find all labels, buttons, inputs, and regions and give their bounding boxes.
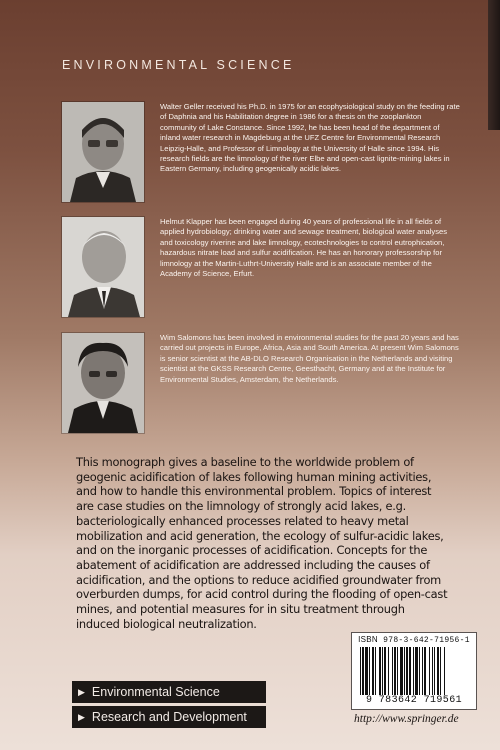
barcode-bar xyxy=(444,647,445,695)
tag-environmental-science xyxy=(72,681,266,703)
barcode-bar xyxy=(406,647,408,695)
barcode-bar xyxy=(362,647,364,695)
spine-edge xyxy=(488,0,500,130)
barcode-bar xyxy=(388,647,389,695)
barcode-bar xyxy=(409,647,411,695)
triangle-right-icon: ▶ xyxy=(78,711,85,722)
barcode-bar xyxy=(384,647,386,695)
author-bio-1: Walter Geller received his Ph.D. in 1975 for an ecophysiological study on the feeding rate of Daphnia and his Habilitation degree in 1986 for a thesis on the zooplankton community of Lake Constance. Since 1992, he has been head of the department of inland water research in Magdeburg at the UFZ Centre for Environmental Research Leipzig-Halle, and Professor of Limnology at the University of Halle since 1994. His research fields are the limnology of the river Elbe and open-cast lignite-mining lakes in Eastern Germany, including geogenically acidic lakes. xyxy=(160,102,460,174)
isbn-label: ISBN xyxy=(358,635,379,644)
barcode-bar xyxy=(419,647,420,695)
barcode-bar xyxy=(360,647,361,695)
book-summary: This monograph gives a baseline to the worldwide problem of geogenic acidification of lakes following human mining activities, and how to handle this environmental problem. Topics of interest are case studies on the limnology of strongly acid lakes, e.g. bacteriologically enhanced processes related to heavy metal mobilization and acid generation, the ecology of sulfur-acidic lakes, and on the inorganic processes of acidification. Concepts for the abatement of acidification are addressed including the causes of acidification, and the options to reduce acidified groundwater from overburden dumps, for acid control during the flooding of open-cast mines, and potential measures for in situ treatment through induced biological neutralization. xyxy=(76,455,448,631)
isbn-number: 978-3-642-71956-1 xyxy=(383,636,470,645)
series-title: ENVIRONMENTAL SCIENCE xyxy=(62,58,295,72)
barcode-bar xyxy=(400,647,403,695)
barcode-bar xyxy=(382,647,383,695)
barcode-bar xyxy=(437,647,439,695)
author-photo-3 xyxy=(62,333,144,433)
barcode-bar xyxy=(397,647,398,695)
barcode-bar xyxy=(365,647,368,695)
barcode-bar xyxy=(440,647,441,695)
triangle-right-icon: ▶ xyxy=(78,686,85,697)
tag-label: Research and Development xyxy=(91,710,247,724)
barcode-bar xyxy=(429,647,430,695)
tag-label: Environmental Science xyxy=(91,685,220,699)
barcode-digits: 9 783642 719561 xyxy=(365,695,462,706)
barcode-bar xyxy=(432,647,433,695)
tag-research-development xyxy=(72,706,266,728)
barcode-bar xyxy=(422,647,423,695)
barcode-bar xyxy=(394,647,396,695)
author-photo-1 xyxy=(62,102,144,202)
barcode-bar xyxy=(375,647,376,695)
barcode-bar xyxy=(413,647,414,695)
barcode-bar xyxy=(424,647,426,695)
barcode-bar xyxy=(404,647,405,695)
barcode-box xyxy=(351,632,477,710)
publisher-url: http://www.springer.de xyxy=(354,713,459,725)
barcode-bar xyxy=(434,647,435,695)
author-photo-2 xyxy=(62,217,144,317)
barcode-bar xyxy=(379,647,381,695)
author-bio-2: Helmut Klapper has been engaged during 40 years of professional life in all fields of applied hydrobiology; drinking water and sewage treatment, biological water analyses and toxicology riverine and lake limnology, ecotechnologies to control eutrophication, hazardous nitrate load and sulfur acidification. He has an honorary professorship for limnology at the Martin-Luthrt-University Halle and is an associate member of the Academy of Science, Erfurt. xyxy=(160,217,448,279)
barcode-bar xyxy=(392,647,393,695)
barcode-bar xyxy=(369,647,370,695)
barcode-bar xyxy=(415,647,418,695)
barcode-image xyxy=(358,647,470,695)
isbn-line xyxy=(352,635,476,645)
barcode-bar xyxy=(372,647,374,695)
author-bio-3: Wim Salomons has been involved in environmental studies for the past 20 years and has carried out projects in Europe, Africa, Asia and South America. At present Wim Salomons is senior scientist at the AB-DLO Research Organisation in the Netherlands and visiting scientist at the GKSS Research Centre, Geesthacht, Germany and at the Institute for Environmental Studies, Amsterdam, the Netherlands. xyxy=(160,333,459,384)
